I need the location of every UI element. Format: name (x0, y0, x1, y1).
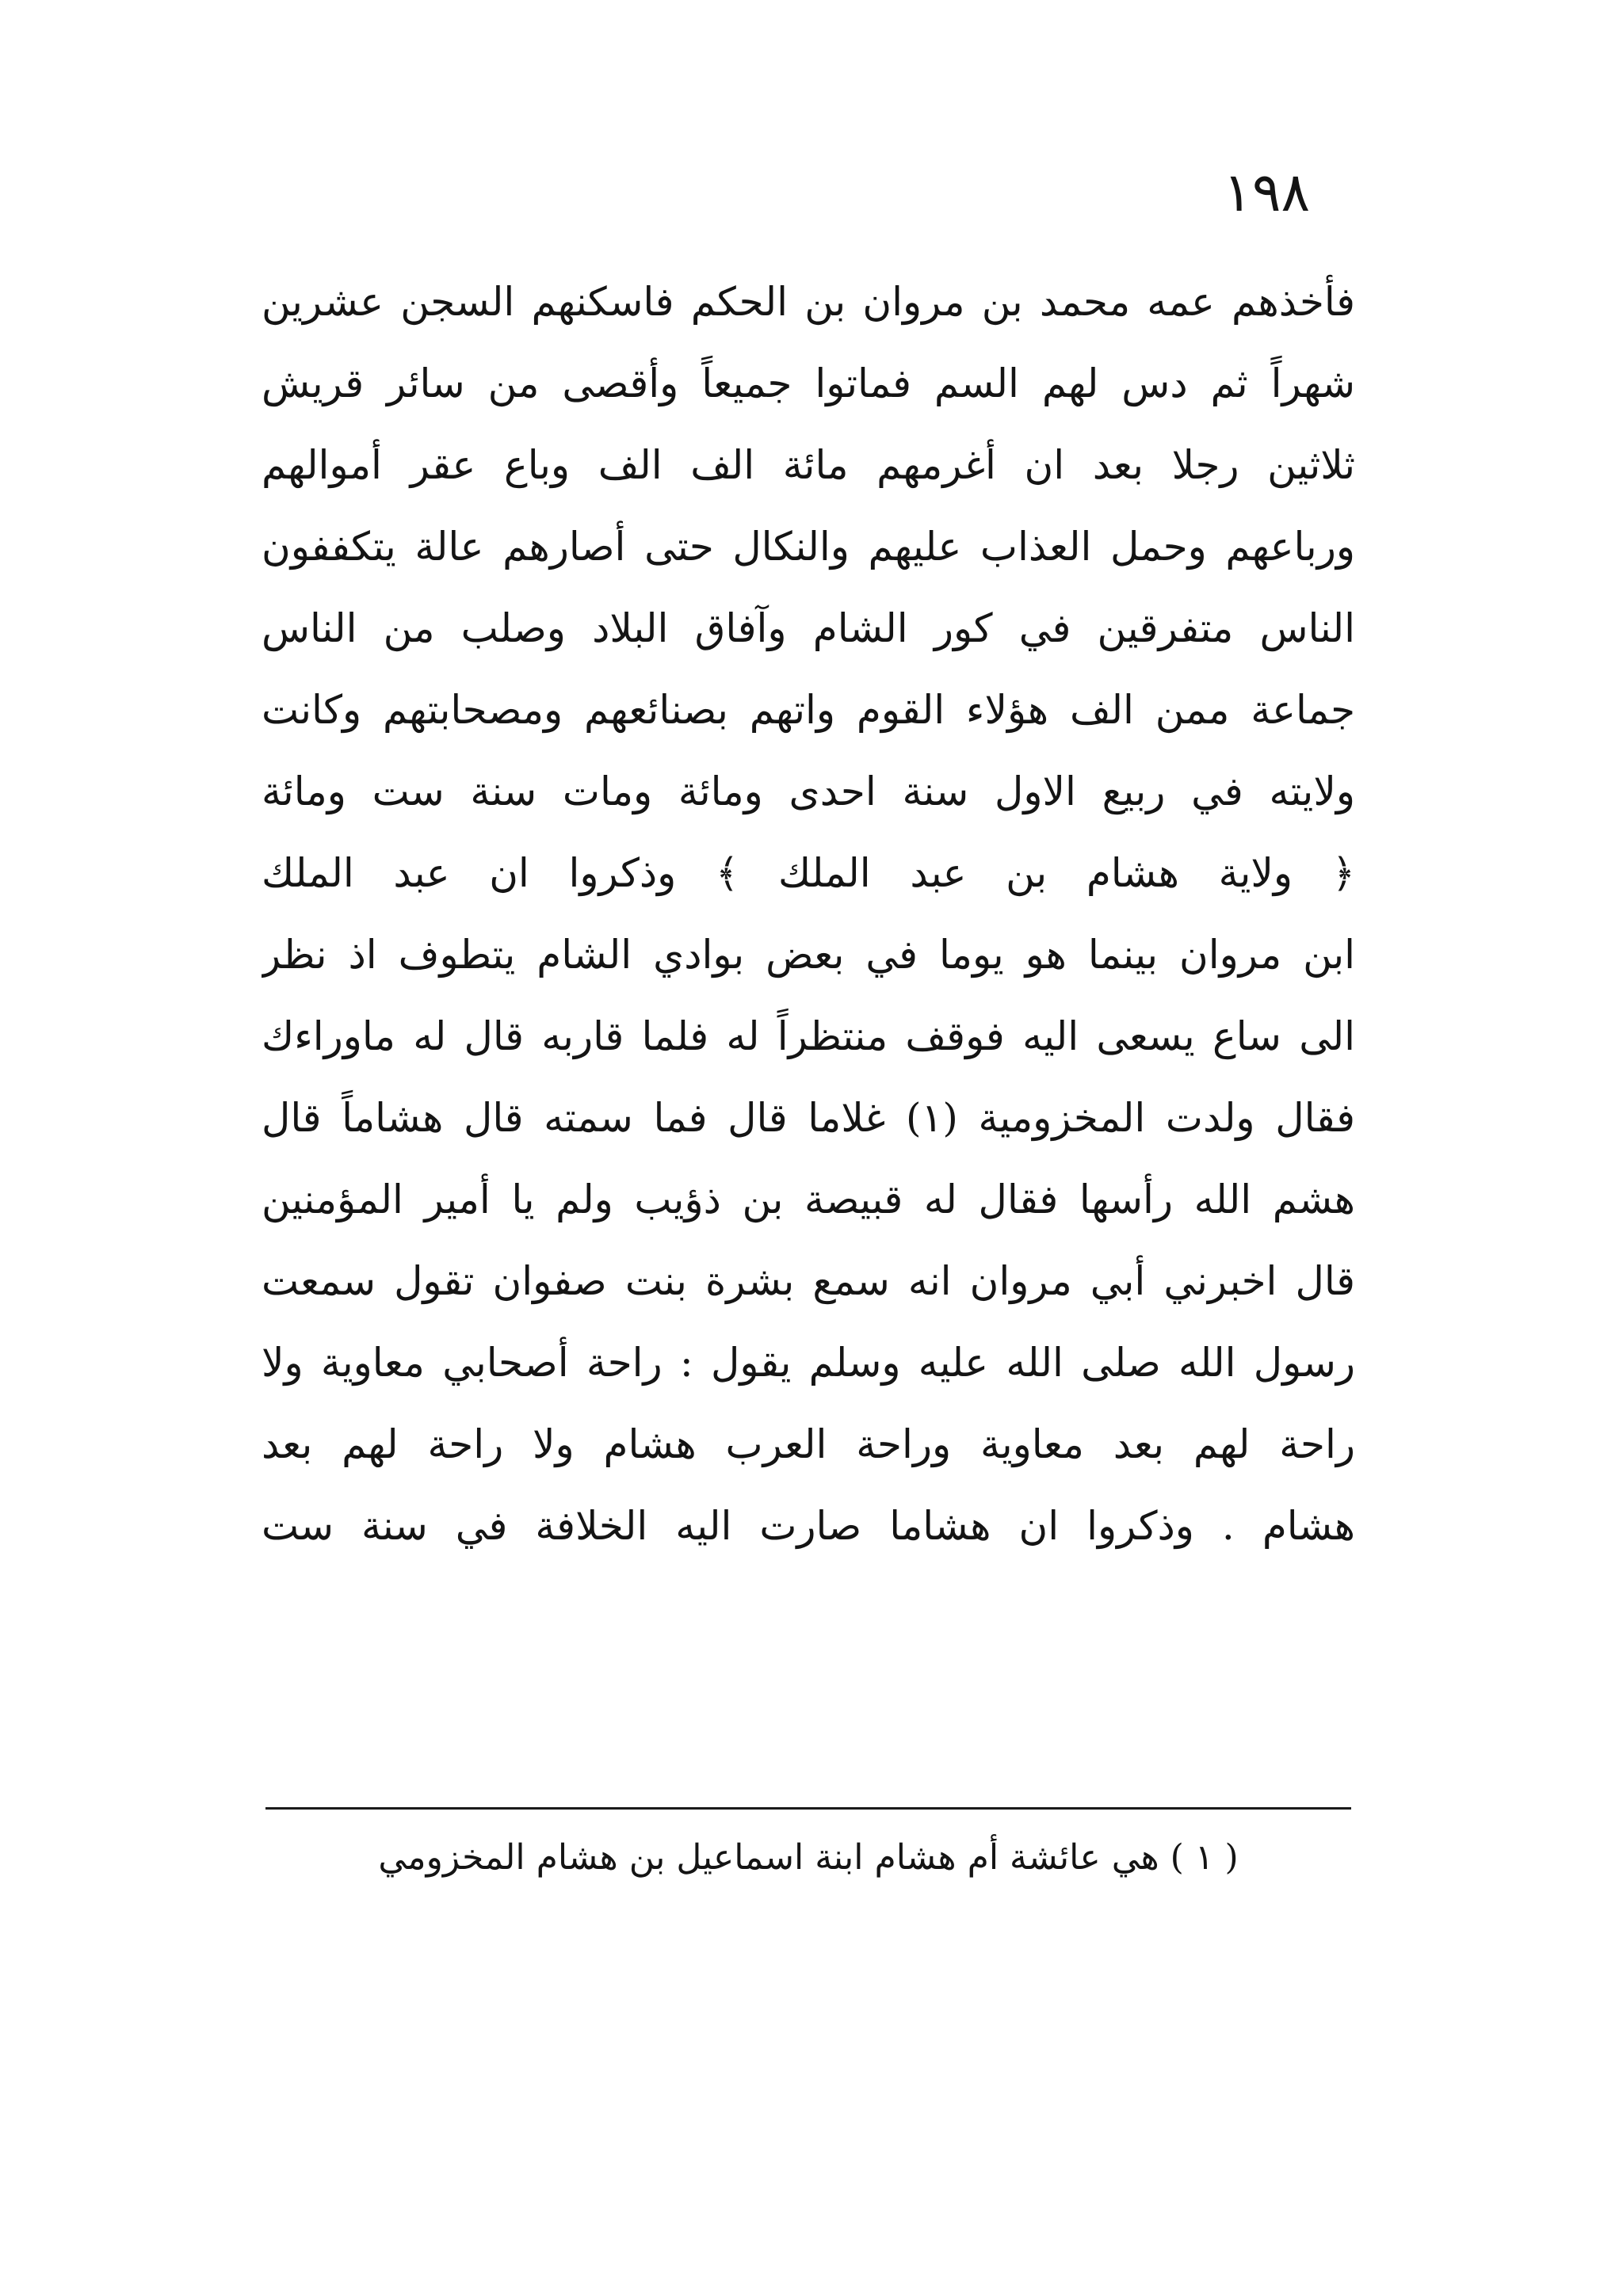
text-line: فأخذهم عمه محمد بن مروان بن الحكم فاسكنهم السجن عشرين (262, 279, 1355, 325)
text-line: فقال ولدت المخزومية (١) غلاما قال فما سمته قال هشاماً قال (262, 1095, 1355, 1141)
text-line: هشام . وذكروا ان هشاما صارت اليه الخلافة في سنة ست (262, 1503, 1355, 1549)
footnote: ( ١ ) هي عائشة أم هشام ابنة اسماعيل بن هشام المخزومي (378, 1837, 1239, 1878)
footnote-divider (265, 1807, 1351, 1810)
main-text (262, 261, 1355, 1567)
text-line: ولايته في ربيع الاول سنة احدى ومائة ومات سنة ست ومائة (262, 769, 1355, 814)
text-line: هشم الله رأسها فقال له قبيصة بن ذؤيب ولم يا أمير المؤمنين (262, 1177, 1355, 1222)
text-line: رسول الله صلى الله عليه وسلم يقول : راحة أصحابي معاوية ولا (262, 1340, 1355, 1386)
text-line: راحة لهم بعد معاوية وراحة العرب هشام ولا راحة لهم بعد (262, 1421, 1355, 1467)
text-line: ثلاثين رجلا بعد ان أغرمهم مائة الف الف وباع عقر أموالهم (262, 442, 1355, 488)
text-line: الناس متفرقين في كور الشام وآفاق البلاد وصلب من الناس (262, 605, 1355, 651)
text-line: جماعة ممن الف هؤلاء القوم واتهم بصنائعهم ومصحابتهم وكانت (262, 687, 1355, 733)
text-line: الى ساع يسعى اليه فوقف منتظراً له فلما قاربه قال له ماوراءك (262, 1013, 1355, 1059)
text-line: ورباعهم وحمل العذاب عليهم والنكال حتى أصارهم عالة يتكففون (262, 524, 1355, 570)
page-number: ١٩٨ (1223, 162, 1310, 224)
section-heading-line: ﴿ ولاية هشام بن عبد الملك ﴾ وذكروا ان عبد الملك (262, 850, 1355, 896)
text-line: قال اخبرني أبي مروان انه سمع بشرة بنت صفوان تقول سمعت (262, 1258, 1355, 1304)
text-line: ابن مروان بينما هو يوما في بعض بوادي الشام يتطوف اذ نظر (262, 932, 1355, 978)
text-line: شهراً ثم دس لهم السم فماتوا جميعاً وأقصى من سائر قريش (262, 360, 1355, 406)
